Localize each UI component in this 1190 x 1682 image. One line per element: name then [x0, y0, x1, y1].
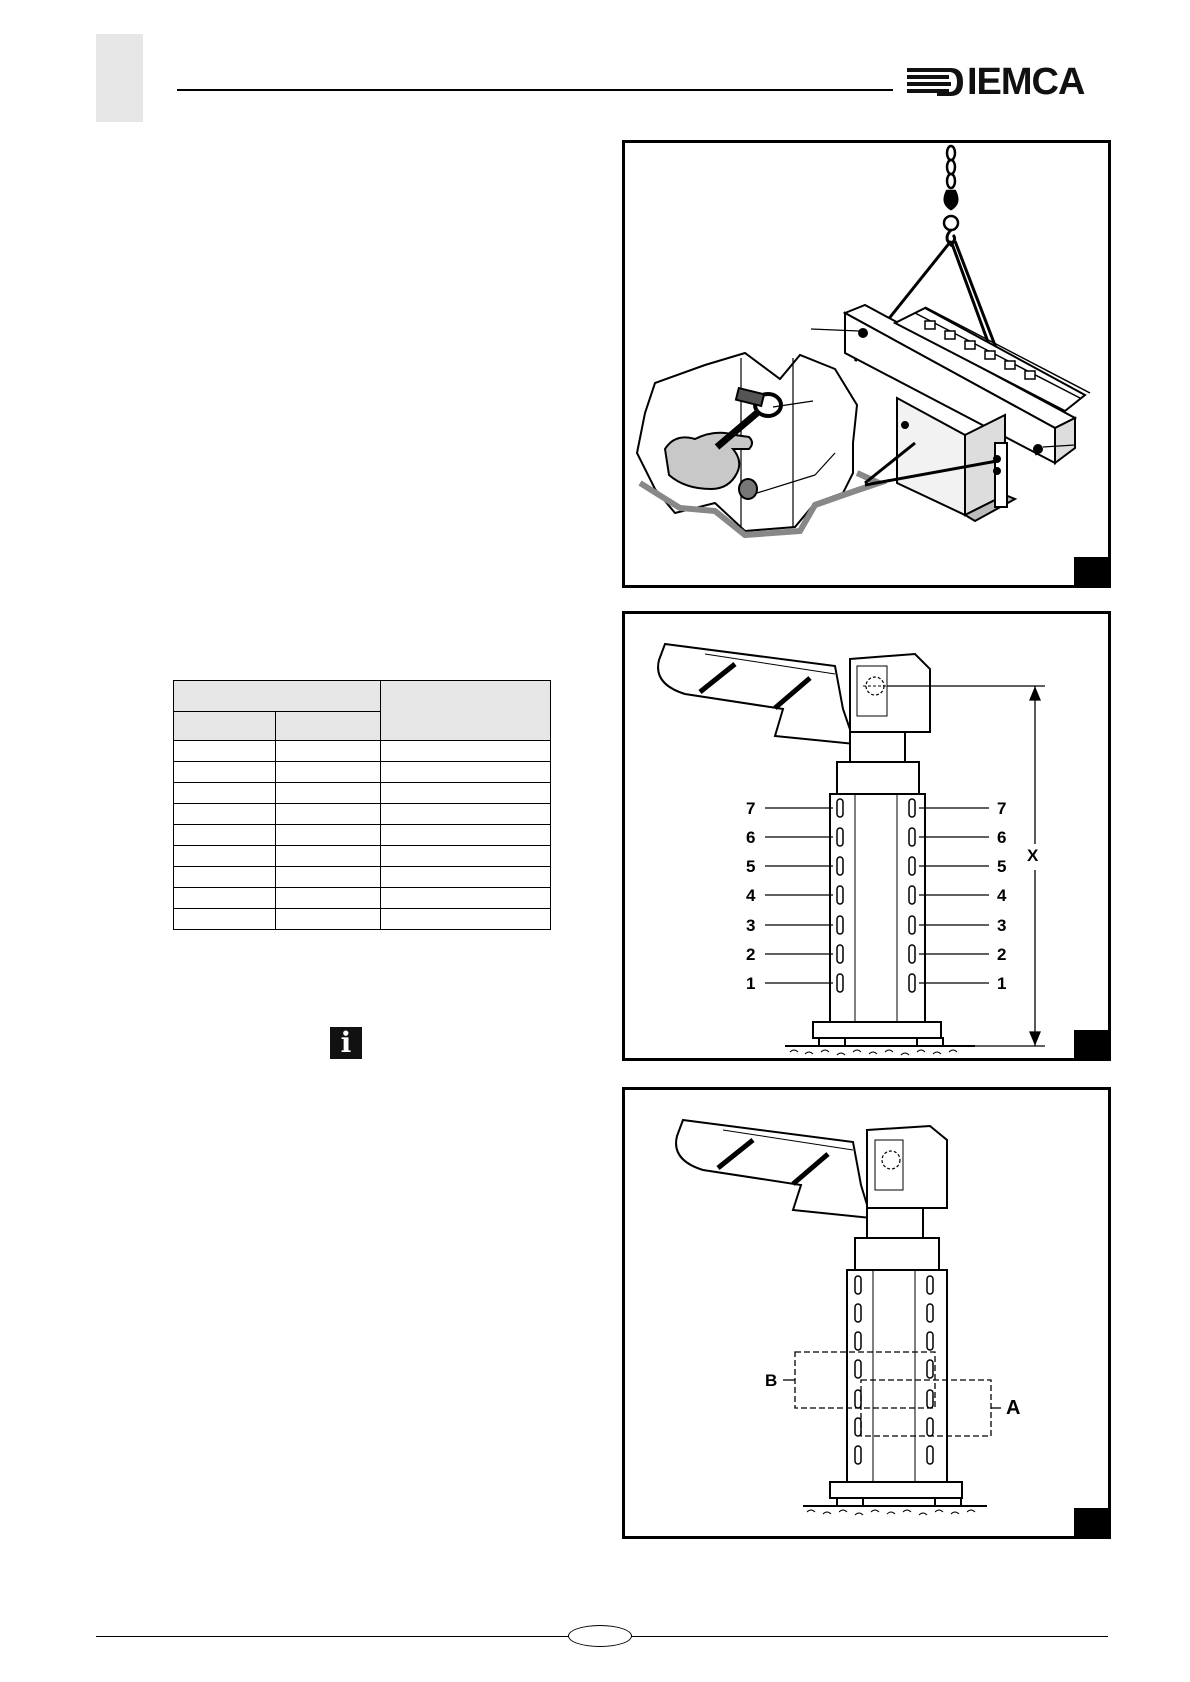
- figure-lifting: [622, 140, 1111, 588]
- table-row: [174, 846, 551, 867]
- table-row: [174, 804, 551, 825]
- position-label-left: 5: [746, 857, 756, 876]
- position-label-left: 4: [746, 886, 756, 905]
- position-label-left: 2: [746, 945, 756, 964]
- dimension-label-x: X: [1027, 846, 1039, 865]
- table-row: [174, 783, 551, 804]
- table-subheader-2: [275, 712, 381, 741]
- position-label-right: 4: [997, 886, 1007, 905]
- figure-number-box: [1074, 1508, 1108, 1536]
- table-row: [174, 762, 551, 783]
- position-label-left: 7: [746, 799, 756, 818]
- table-row: [174, 867, 551, 888]
- position-label-right: 2: [997, 945, 1007, 964]
- position-label-left: 6: [746, 828, 756, 847]
- table-row: [174, 909, 551, 930]
- lifting-illustration: [625, 143, 1108, 585]
- header-rule: [177, 89, 893, 91]
- figure-height-positions: [622, 611, 1111, 1061]
- table-row: [174, 888, 551, 909]
- column-ab-illustration: [625, 1090, 1108, 1536]
- position-label-right: 5: [997, 857, 1007, 876]
- table-subheader-1: [174, 712, 276, 741]
- column-illustration: [625, 614, 1108, 1058]
- position-label-right: 1: [997, 974, 1007, 993]
- table-row: [174, 741, 551, 762]
- iemca-logo-mark-icon: [907, 66, 967, 98]
- position-label-b: B: [765, 1371, 778, 1390]
- page-number-oval: [568, 1625, 632, 1647]
- info-icon: i: [330, 1027, 362, 1059]
- figure-ab-positions: [622, 1087, 1111, 1539]
- figure-number-box: [1074, 1030, 1108, 1058]
- position-label-right: 3: [997, 916, 1007, 935]
- height-table: [173, 680, 551, 930]
- wrench-hand-icon: [637, 353, 879, 535]
- table-row: [174, 825, 551, 846]
- position-label-right: 6: [997, 828, 1007, 847]
- table-header-group: [174, 681, 381, 712]
- crane-hook-icon: [944, 146, 958, 245]
- position-label-left: 1: [746, 974, 756, 993]
- iemca-logo: [907, 62, 1102, 102]
- position-label-a: A: [1006, 1397, 1021, 1419]
- position-label-left: 3: [746, 916, 756, 935]
- table-header-right: [381, 681, 551, 741]
- chapter-tab: [96, 34, 143, 122]
- logo-text: IEMCA: [967, 61, 1085, 103]
- figure-number-box: [1074, 557, 1108, 585]
- position-label-right: 7: [997, 799, 1007, 818]
- bar-feeder-machine: [845, 305, 1090, 521]
